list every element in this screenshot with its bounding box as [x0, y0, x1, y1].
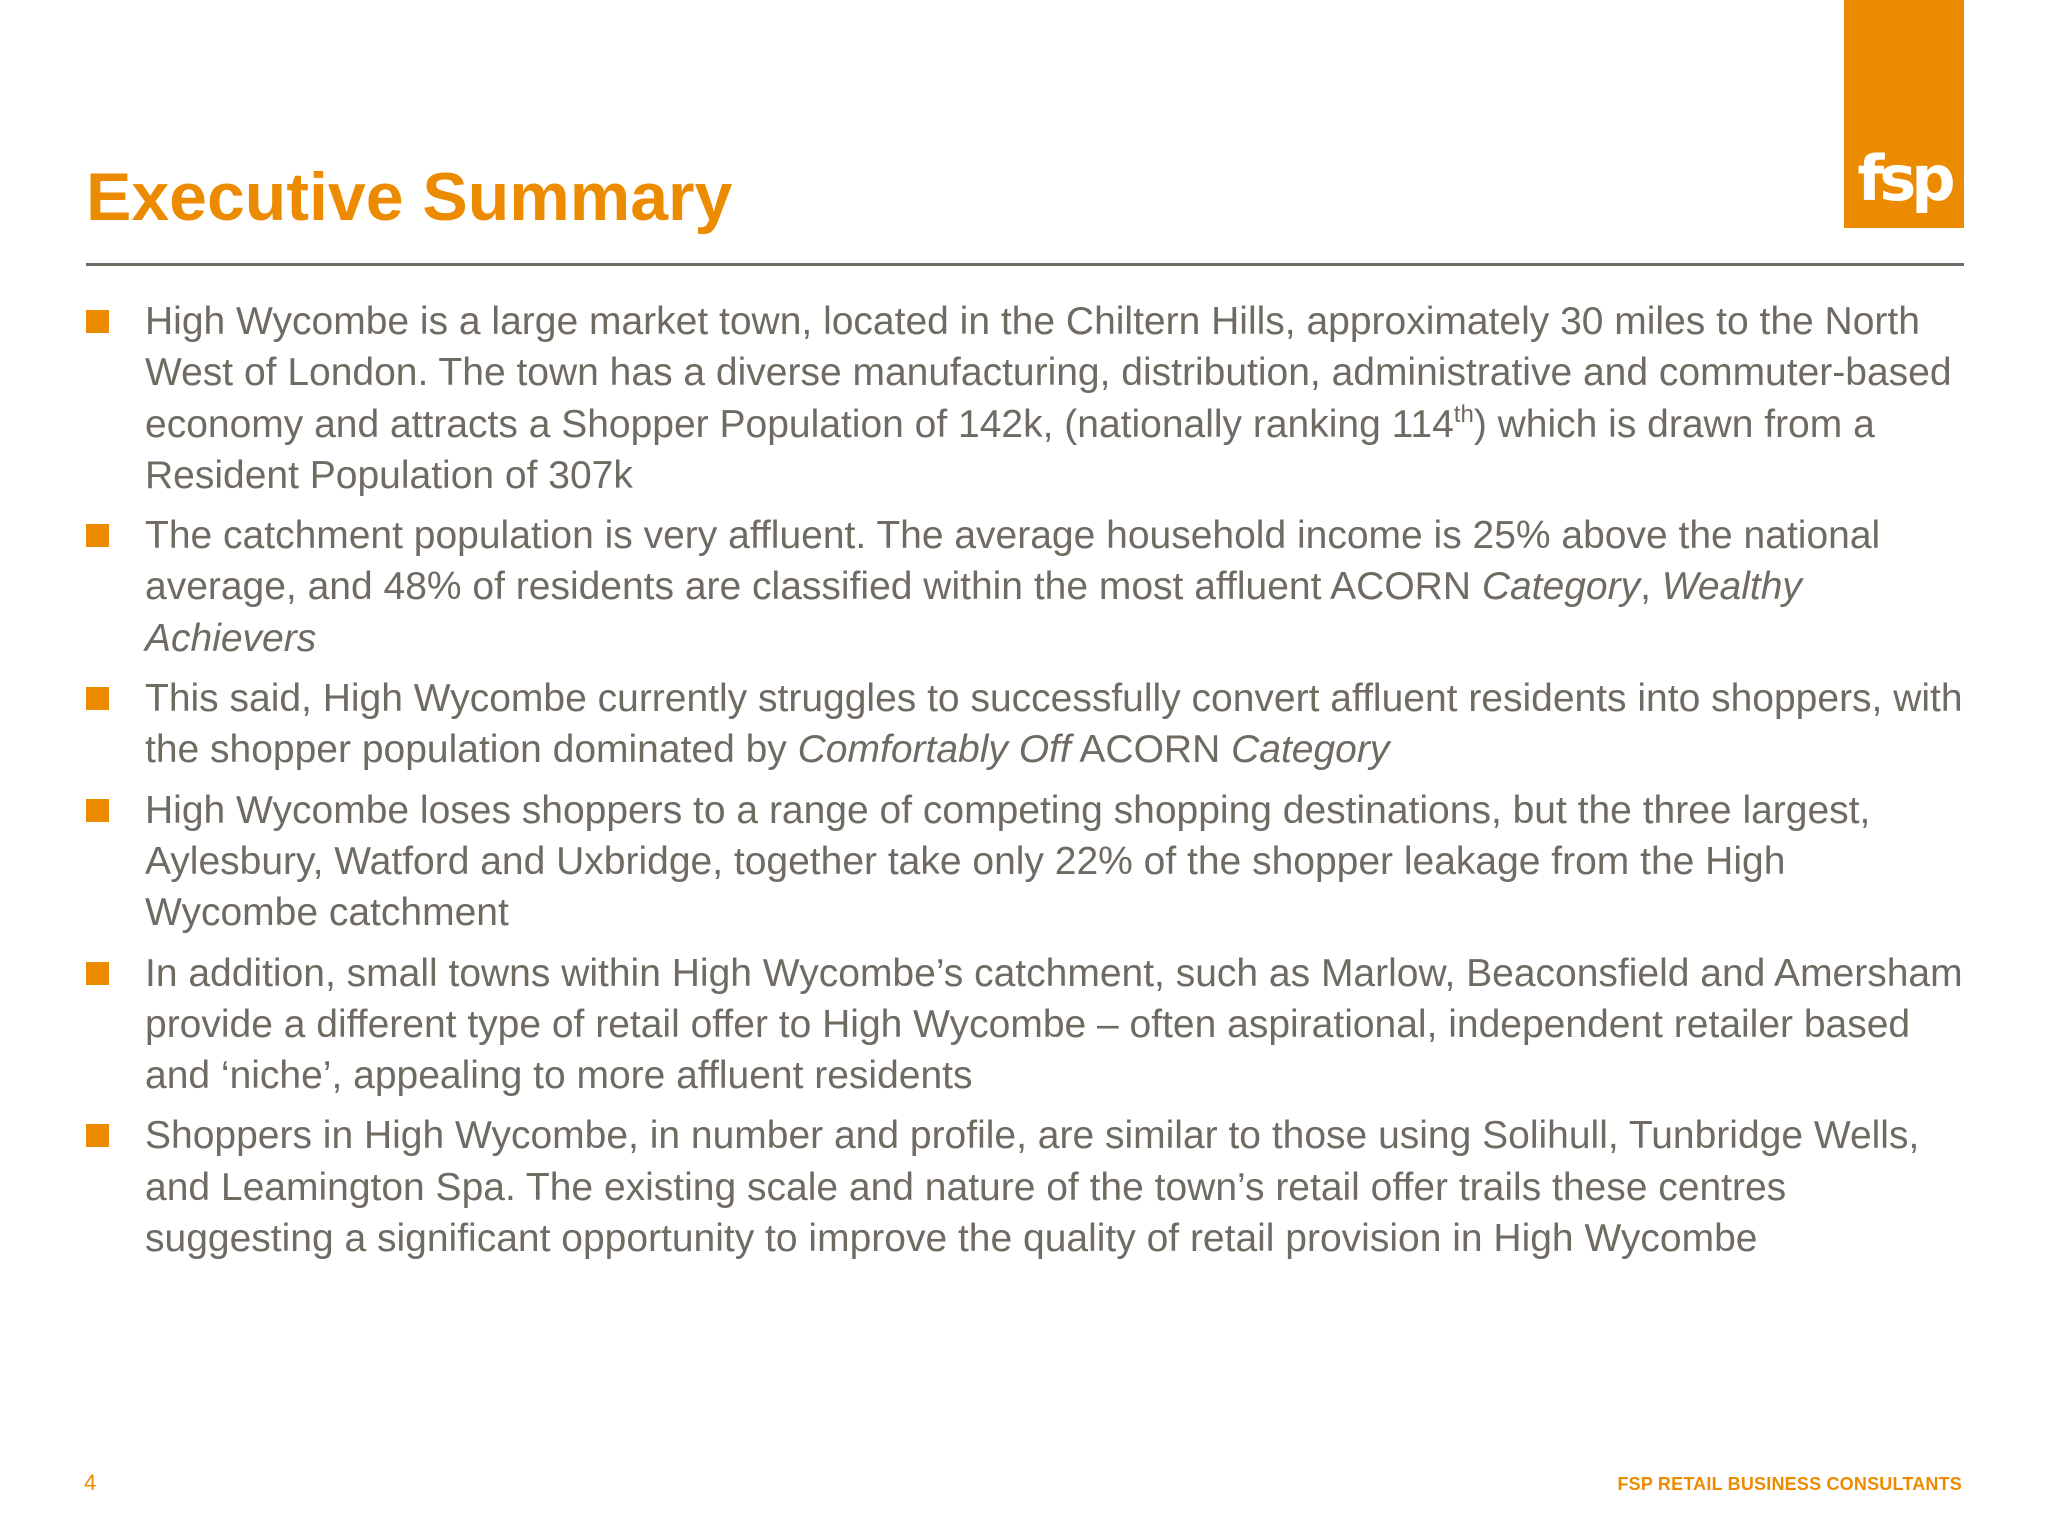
bullet-text: In addition, small towns within High Wycombe’s catchment, such as Marlow, Beaconsfield and Amersham provide a different type of retail offer to High Wycombe – often aspirational, independent retailer based and ‘niche’, appealing to more affluent residents [145, 951, 1963, 1098]
bullet-item [86, 1110, 1966, 1264]
bullet-square-icon [86, 962, 109, 985]
page-number: 4 [84, 1470, 97, 1495]
page-title: Executive Summary [86, 159, 733, 235]
ordinal-superscript: th [1453, 400, 1474, 428]
bullet-text: High Wycombe loses shoppers to a range of competing shopping destinations, but the three largest, Aylesbury, Watford and Uxbridge, together take only 22% of the shopper leakage from the High Wycombe catchment [145, 788, 1871, 935]
bullet-text: , [1640, 565, 1662, 609]
bullet-square-icon [86, 799, 109, 822]
italic-text: Category [1231, 728, 1390, 772]
bullet-text: ) which is drawn from a Resident Population of 307k [145, 402, 1875, 497]
bullet-list [86, 296, 1966, 1273]
bullet-text: Shoppers in High Wycombe, in number and profile, are similar to those using Solihull, Tunbridge Wells, and Leamington Spa. The existing scale and nature of the town’s retail offer trails these centres suggesting a significant opportunity to improve the quality of retail provision in High Wycombe [145, 1114, 1920, 1261]
bullet-item [86, 673, 1966, 776]
italic-text: Category [1481, 565, 1641, 609]
bullet-text: ACORN [1070, 728, 1232, 772]
bullet-text: The catchment population is very affluent. The average household income is 25% above the national average, and 48% of residents are classified within the most affluent ACORN [145, 514, 1881, 609]
italic-text: Comfortably Off [797, 728, 1071, 772]
bullet-text: This said, High Wycombe currently struggles to successfully convert affluent residents into shoppers, with the shopper population dominated by [145, 677, 1963, 772]
logo-text: fsp [1857, 142, 1951, 215]
title-divider [86, 263, 1964, 266]
bullet-item [86, 785, 1966, 939]
bullet-item [86, 296, 1966, 501]
bullet-item [86, 510, 1966, 664]
bullet-square-icon [86, 687, 109, 710]
footer-company-name: FSP RETAIL BUSINESS CONSULTANTS [1617, 1474, 1962, 1494]
fsp-logo [1844, 0, 1964, 228]
italic-text: Wealthy Achievers [145, 565, 1802, 660]
bullet-text: High Wycombe is a large market town, located in the Chiltern Hills, approximately 30 miles to the North West of London. The town has a diverse manufacturing, distribution, administrative and commuter-based economy and attracts a Shopper Population of 142k, (nationally ranking 114 [145, 300, 1952, 446]
bullet-square-icon [86, 310, 109, 333]
bullet-square-icon [86, 1124, 109, 1147]
bullet-item [86, 948, 1966, 1102]
bullet-square-icon [86, 524, 109, 547]
